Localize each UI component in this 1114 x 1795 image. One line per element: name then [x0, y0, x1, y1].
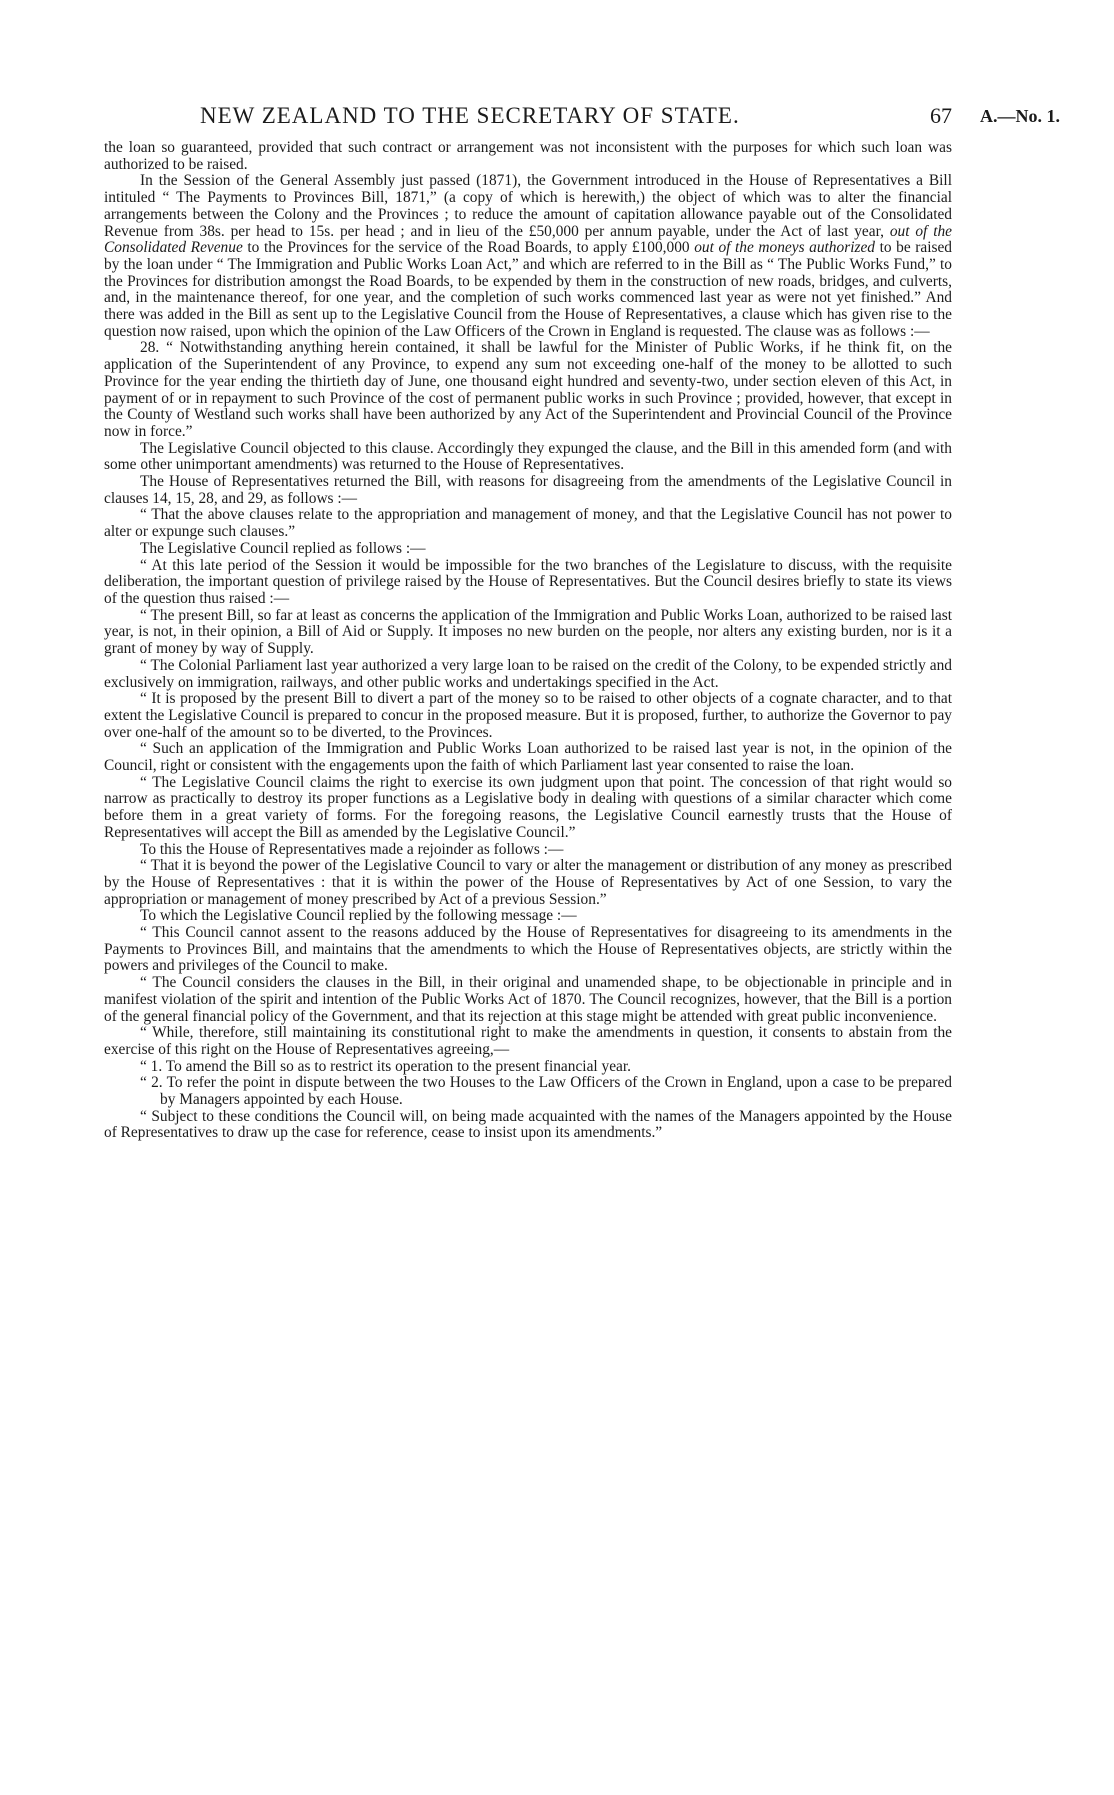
paragraph: To which the Legislative Council replied by the following message :—	[140, 907, 577, 925]
italic-text: out of the moneys authorized	[694, 239, 875, 257]
page-header	[104, 103, 1060, 140]
quotation: “ The Colonial Parliament last year authorized a very large loan to be raised on the credit of the Colony, to be expended strictly and exclusively on immigration, railways, and other public works and undertakings specified in the Act.	[104, 656, 952, 691]
quotation: “ It is proposed by the present Bill to divert a part of the money so to be raised to other objects of a cognate character, and to that extent the Legislative Council is prepared to concur in the proposed measure. But it is proposed, further, to authorize the Governor to pay over one-half of the amount so to be diverted, to the Provinces.	[104, 690, 952, 741]
document-reference: A.—No. 1.	[980, 106, 1060, 126]
quotation: “ Subject to these conditions the Council will, on being made acquainted with the names of the Managers appointed by the House of Representatives to draw up the case for reference, cease to insist upon its amendments.”	[104, 1107, 952, 1142]
paragraph: The Legislative Council replied as follows :—	[140, 539, 426, 557]
paragraph: the loan so guaranteed, provided that such contract or arrangement was not inconsistent with the purposes for which such loan was authorized to be raised.	[104, 139, 952, 173]
page-number: 67	[930, 103, 952, 128]
document-page	[104, 103, 1060, 1142]
text-run: to the Provinces for the service of the Road Boards, to apply £100,000	[247, 239, 690, 257]
quotation: “ Such an application of the Immigration and Public Works Loan authorized to be raised last year is not, in the opinion of the Council, right or consistent with the engagements upon the faith of which Parliament last year consented to raise the loan.	[104, 740, 952, 775]
text-run: In the Session of the General Assembly just passed (1871), the Government introduced in the House of Representatives a Bill intituled “ The Payments to Provinces Bill, 1871,” (a copy of which is herewith,) the object of which was to alter the financial arrangements between the Colony and the Provinces ; to reduce the amount of capitation allowance payable out of the Consolidated Revenue from 38s. per head to 15s. per head ; and in lieu of the £50,000 per annum payable, under the Act of last year,	[104, 172, 952, 240]
paragraph: To this the House of Representatives made a rejoinder as follows :—	[140, 840, 564, 858]
quotation: “ While, therefore, still maintaining its constitutional right to make the amendments in question, it consents to abstain from the exercise of this right on the House of Representatives agreeing,—	[104, 1024, 952, 1058]
paragraph	[104, 173, 952, 340]
italic-text: out of the Consolidated Revenue	[104, 222, 953, 257]
paragraph: The Legislative Council objected to this clause. Accordingly they expunged the clause, and the Bill in this amended form (and with some other unimportant amendments) was returned to the House of Representatives.	[104, 439, 952, 474]
quotation: “ The present Bill, so far at least as concerns the application of the Immigration and Public Works Loan, authorized to be raised last year, is not, in their opinion, a Bill of Aid or Supply. It imposes no new burden on the people, nor alters any existing burden, nor is it a grant of money by way of Supply.	[104, 606, 952, 658]
text-run: to be raised by the loan under “ The Immigration and Public Works Loan Act,” and which are referred to in the Bill as “ The Public Works Fund,” to the Provinces for distribution amongst the Road Boards, to be expended by them in the construction of new roads, bridges, and culverts, and, in the maintenance thereof, for one year, and the completion of such works commenced last year as were not yet finished.” And there was added in the Bill as sent up to the Legislative Council from the House of Representatives, a clause which has given rise to the question now raised, upon which the opinion of the Law Officers of the Crown in England is requested. The clause was as follows :—	[104, 239, 952, 340]
quotation: “ This Council cannot assent to the reasons adduced by the House of Representatives for disagreeing to its amendments in the Payments to Provinces Bill, and maintains that the amendments to which the House of Representatives objects, are strictly within the powers and privileges of the Council to make.	[104, 924, 952, 975]
quotation: “ The Legislative Council claims the right to exercise its own judgment upon that point. The concession of that right would so narrow as practically to destroy its proper functions as a Legislative body in dealing with questions of a similar character which come before them in a great variety of forms. For the foregoing reasons, the Legislative Council earnestly trusts that the House of Representatives will accept the Bill as amended by the Legislative Council.”	[104, 773, 952, 841]
quotation: “ At this late period of the Session it would be impossible for the two branches of the Legislature to discuss, with the requisite deliberation, the important question of privilege raised by the House of Representatives. But the Council desires briefly to state its views of the question thus raised :—	[104, 556, 952, 607]
condition-item: “ 2. To refer the point in dispute between the two Houses to the Law Officers of the Crown in England, upon a case to be prepared by Managers appointed by each House.	[140, 1074, 952, 1109]
quotation: “ That it is beyond the power of the Legislative Council to vary or alter the management or distribution of any money as prescribed by the House of Representatives : that it is within the power of the House of Representatives by Act of one Session, to vary the appropriation or management of money prescribed by Act of a previous Session.”	[104, 857, 952, 908]
quotation: “ The Council considers the clauses in the Bill, in their original and unamended shape, to be objectionable in principle and in manifest violation of the spirit and intention of the Public Works Act of 1870. The Council recognizes, however, that the Bill is a portion of the general financial policy of the Government, and that its rejection at this stage might be attended with great public inconvenience.	[104, 974, 952, 1025]
quotation: “ That the above clauses relate to the appropriation and management of money, and that the Legislative Council has not power to alter or expunge such clauses.”	[104, 506, 952, 541]
condition-item: “ 1. To amend the Bill so as to restrict its operation to the present financial year.	[140, 1057, 632, 1075]
paragraph: The House of Representatives returned the Bill, with reasons for disagreeing from the amendments of the Legislative Council in clauses 14, 15, 28, and 29, as follows :—	[104, 473, 952, 507]
clause-28: 28. “ Notwithstanding anything herein contained, it shall be lawful for the Minister of Public Works, if he think fit, on the application of the Superintendent of any Province, to expend any sum not exceeding one-half of the money to be allotted to such Province for the year ending the thirtieth day of June, one thousand eight hundred and seventy-two, under section eleven of this Act, in payment of or in repayment to such Province of the cost of permanent public works in such Province ; provided, however, that except in the County of Westland such works shall have been authorized by any Act of the Superintendent and Provincial Council of the Province now in force.”	[104, 339, 952, 440]
running-title: NEW ZEALAND TO THE SECRETARY OF STATE.	[200, 103, 740, 128]
